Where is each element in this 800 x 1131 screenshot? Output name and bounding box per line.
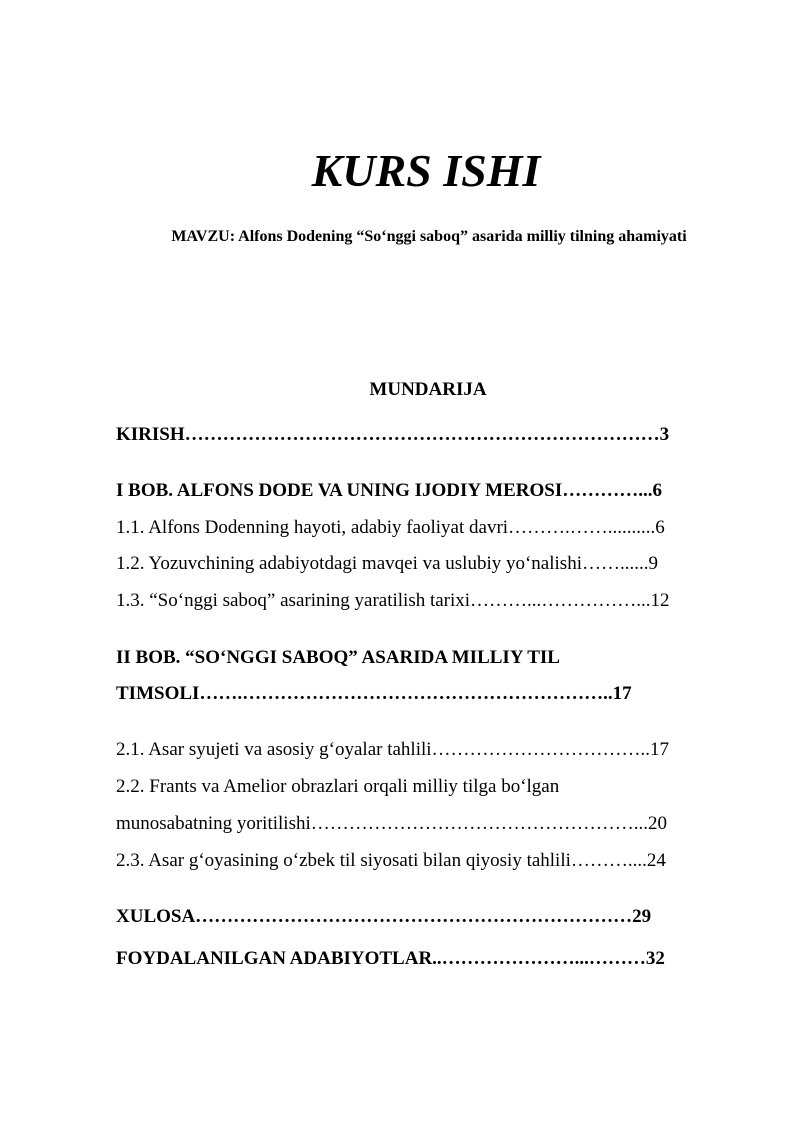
- toc-entry-section-2-3: 2.3. Asar g‘oyasining o‘zbek til siyosati bilan qiyosiy tahlili………....24: [116, 850, 666, 871]
- toc-heading: MUNDARIJA: [369, 379, 487, 400]
- toc-entry-conclusion: XULOSA……………………………………………………………29: [116, 906, 652, 927]
- toc-entry-chapter-2: II BOB. “SO‘NGGI SABOQ” ASARIDA MILLIY TIL: [116, 647, 560, 668]
- toc-entry-section-1-2: 1.2. Yozuvchining adabiyotdagi mavqei va uslubiy yo‘nalishi……......9: [116, 553, 658, 574]
- toc-entry-introduction: KIRISH…………………………………………………………………3: [116, 424, 670, 445]
- toc-entry-section-2-1: 2.1. Asar syujeti va asosiy g‘oyalar tahlili……………………………..17: [116, 739, 670, 760]
- document-subject: MAVZU: Alfons Dodening “So‘nggi saboq” asarida milliy tilning ahamiyati: [171, 228, 687, 245]
- document-title: KURS ISHI: [311, 145, 541, 196]
- toc-entry-section-1-1: 1.1. Alfons Dodenning hayoti, adabiy faoliyat davri……….……..........6: [116, 517, 665, 538]
- toc-entry-references: FOYDALANILGAN ADABIYOTLAR..…………………...………32: [116, 948, 665, 969]
- toc-entry-section-2-2-cont: munosabatning yoritilishi……………………………………………...20: [116, 813, 667, 834]
- toc-entry-chapter-2-cont: TIMSOLI…….…………………………………………………..17: [116, 683, 632, 704]
- toc-entry-section-2-2: 2.2. Frants va Amelior obrazlari orqali milliy tilga bo‘lgan: [116, 776, 560, 797]
- toc-entry-section-1-3: 1.3. “So‘nggi saboq” asarining yaratilish tarixi………...……………...12: [116, 590, 670, 611]
- toc-entry-chapter-1: I BOB. ALFONS DODE VA UNING IJODIY MEROSI…………...6: [116, 480, 662, 501]
